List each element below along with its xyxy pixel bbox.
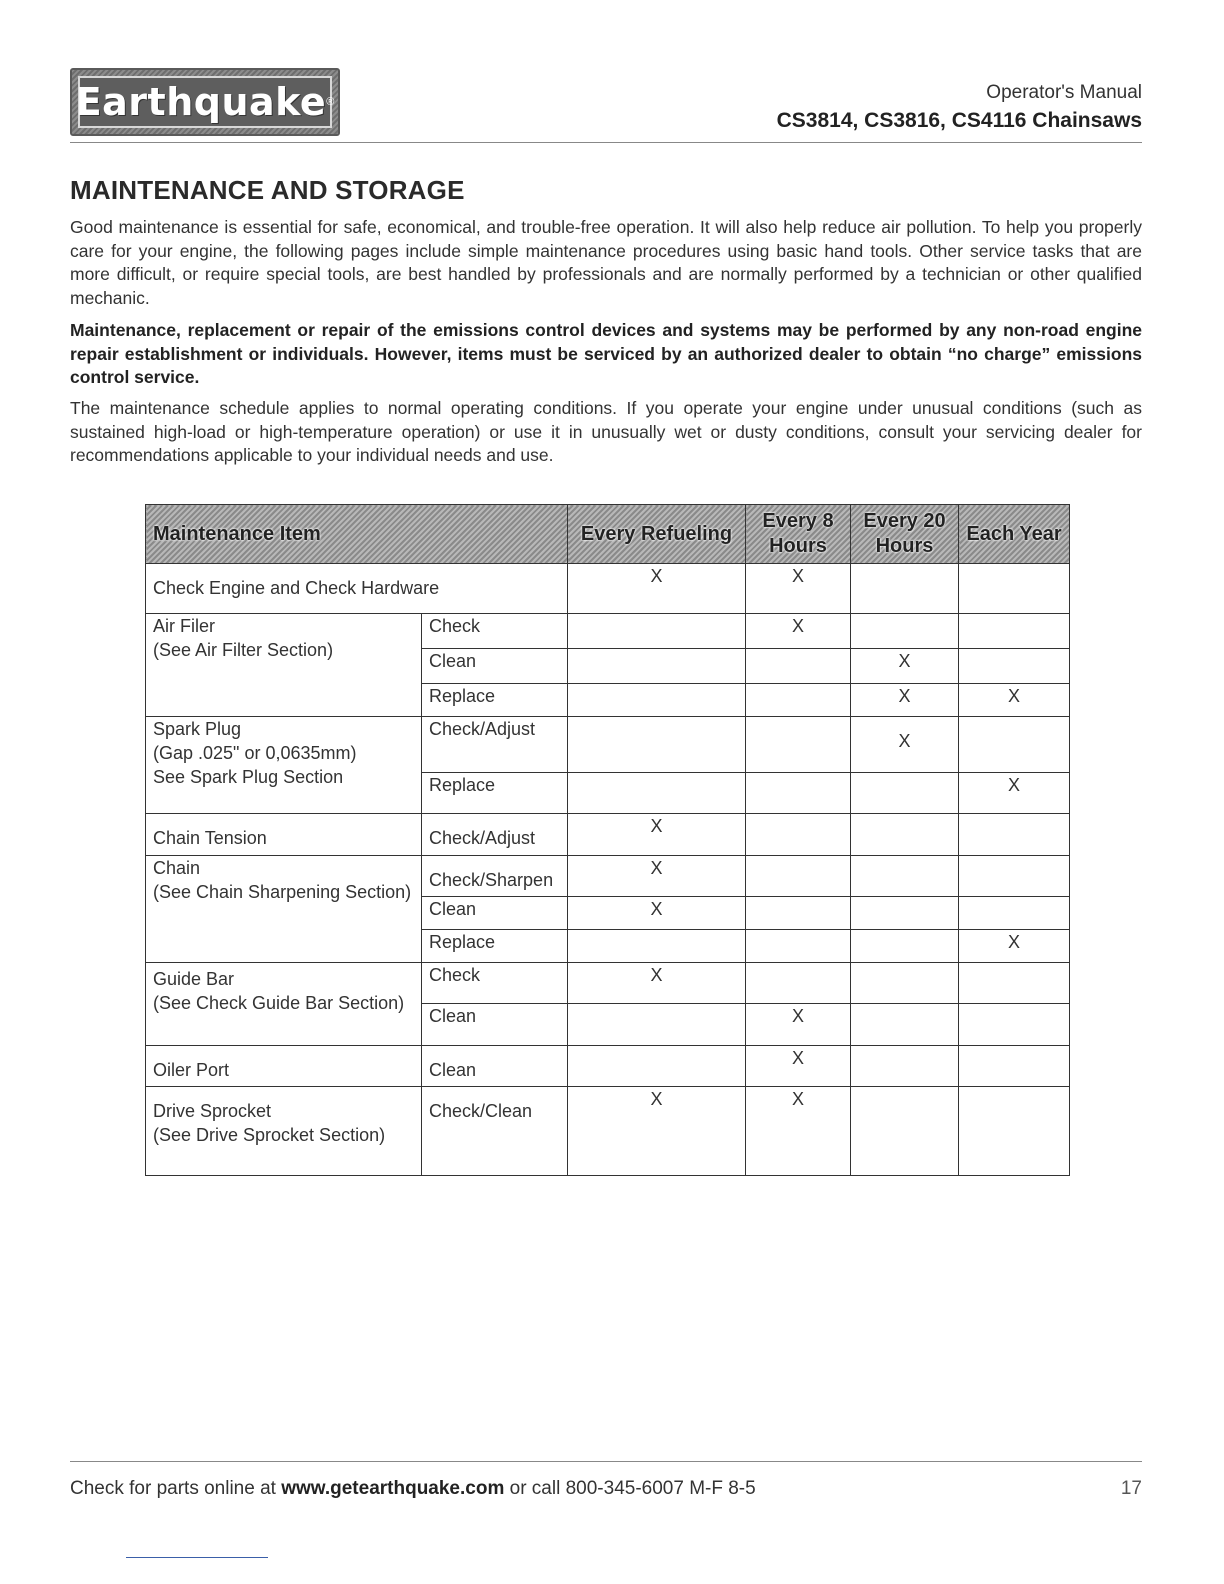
footer-divider: [70, 1461, 1142, 1462]
mark-cell: X: [568, 897, 746, 930]
item-guide-bar-ref: (See Check Guide Bar Section): [153, 993, 405, 1013]
task-bar-check: Check: [422, 963, 568, 1004]
task-sprocket-check-clean: Check/Clean: [422, 1087, 568, 1176]
mark-cell: X: [851, 717, 959, 773]
empty-cell: [746, 963, 851, 1004]
empty-cell: [851, 963, 959, 1004]
header-every-8-hours: [746, 505, 851, 564]
page-number: 17: [1120, 1478, 1142, 1499]
maintenance-schedule-table: [145, 504, 1070, 1176]
item-spark-plug-name: Spark Plug: [153, 719, 242, 739]
empty-cell: [851, 897, 959, 930]
empty-cell: [568, 1004, 746, 1046]
empty-cell: [851, 564, 959, 614]
footer-contact: [70, 1478, 756, 1500]
empty-cell: [959, 1004, 1070, 1046]
parts-website-link[interactable]: www.getearthquake.com: [281, 1478, 505, 1499]
task-air-replace: Replace: [422, 684, 568, 717]
item-air-filter: [146, 614, 422, 717]
mark-cell: X: [746, 614, 851, 649]
table-row: [146, 814, 1070, 856]
item-drive-sprocket-ref: (See Drive Sprocket Section): [153, 1125, 386, 1145]
empty-cell: [959, 963, 1070, 1004]
empty-cell: [851, 930, 959, 963]
empty-cell: [959, 649, 1070, 684]
mark-cell: X: [746, 1087, 851, 1176]
empty-cell: [568, 930, 746, 963]
item-chain-ref: (See Chain Sharpening Section): [153, 882, 412, 902]
decorative-line: [126, 1557, 268, 1558]
task-chain-sharpen: Check/Sharpen: [422, 856, 568, 897]
item-chain: [146, 856, 422, 963]
table-row: [146, 856, 1070, 897]
empty-cell: [568, 684, 746, 717]
empty-cell: [746, 814, 851, 856]
item-air-filter-name: Air Filer: [153, 616, 215, 636]
task-chain-clean: Clean: [422, 897, 568, 930]
task-spark-replace: Replace: [422, 773, 568, 814]
item-oiler-port: Oiler Port: [146, 1046, 422, 1087]
mark-cell: X: [959, 773, 1070, 814]
header-titles: [777, 80, 1142, 136]
emissions-notice: Maintenance, replacement or repair of the emissions control devices and systems may be performed by any non-road engine repair establishment or individuals. However, items must be serviced by an authorized dealer to obtain “no charge” emissions control service.: [70, 320, 1142, 387]
intro-paragraph: Good maintenance is essential for safe, economical, and trouble-free operation. It will also help reduce air pollution. To help you properly care for your engine, the following pages include simple maintenance procedures using basic hand tools. Other service tasks that are more difficult, or require special tools, are best handled by professionals and are normally performed by a technician or other qualified mechanic.: [70, 217, 1142, 308]
mark-cell: X: [851, 649, 959, 684]
empty-cell: [851, 1046, 959, 1087]
table-row: [146, 1087, 1070, 1176]
section-title: MAINTENANCE AND STORAGE: [70, 175, 465, 205]
footer-prefix: Check for parts online at: [70, 1478, 282, 1499]
mark-cell: X: [959, 930, 1070, 963]
registered-mark: ®: [326, 96, 335, 108]
item-spark-plug-ref: See Spark Plug Section: [153, 767, 344, 787]
empty-cell: [746, 930, 851, 963]
item-spark-plug-gap: (Gap .025" or 0,0635mm): [153, 743, 357, 763]
item-guide-bar: [146, 963, 422, 1046]
schedule-note: The maintenance schedule applies to normal operating conditions. If you operate your engine under unusual conditions (such as sustained high-load or high-temperature operation) or use it in unusually wet or dusty conditions, consult your servicing dealer for recommendations applicable to your individual needs and use.: [70, 398, 1142, 465]
task-chain-replace: Replace: [422, 930, 568, 963]
brand-logo-text: Earthquake: [75, 80, 327, 124]
footer-phone: or call 800-345-6007 M-F 8-5: [504, 1478, 756, 1499]
empty-cell: [746, 856, 851, 897]
mark-cell: X: [851, 684, 959, 717]
task-bar-clean: Clean: [422, 1004, 568, 1046]
empty-cell: [568, 649, 746, 684]
task-air-check: Check: [422, 614, 568, 649]
item-drive-sprocket-name: Drive Sprocket: [153, 1101, 272, 1121]
manual-label: Operator's Manual: [986, 82, 1142, 103]
task-spark-check: Check/Adjust: [422, 717, 568, 773]
header-every-8-line2: Hours: [769, 535, 827, 557]
item-guide-bar-name: Guide Bar: [153, 969, 235, 989]
task-tension-check: Check/Adjust: [422, 814, 568, 856]
empty-cell: [959, 614, 1070, 649]
mark-cell: X: [568, 814, 746, 856]
task-oiler-clean: Clean: [422, 1046, 568, 1087]
mark-cell: X: [746, 1004, 851, 1046]
empty-cell: [959, 897, 1070, 930]
mark-cell: X: [568, 963, 746, 1004]
item-air-filter-ref: (See Air Filter Section): [153, 640, 334, 660]
empty-cell: [851, 614, 959, 649]
empty-cell: [851, 773, 959, 814]
mark-cell: X: [746, 1046, 851, 1087]
task-air-clean: Clean: [422, 649, 568, 684]
header-every-refueling: Every Refueling: [568, 505, 746, 564]
empty-cell: [746, 649, 851, 684]
header-divider: [70, 142, 1142, 143]
table-row: [146, 614, 1070, 649]
item-chain-name: Chain: [153, 858, 201, 878]
empty-cell: [959, 564, 1070, 614]
empty-cell: [746, 717, 851, 773]
mark-cell: X: [959, 684, 1070, 717]
table-header-row: [146, 505, 1070, 564]
table-row: [146, 717, 1070, 773]
mark-cell: X: [568, 564, 746, 614]
header-every-8-line1: Every 8: [762, 510, 834, 532]
empty-cell: [851, 1087, 959, 1176]
empty-cell: [851, 1004, 959, 1046]
mark-cell: X: [568, 1087, 746, 1176]
table-row: [146, 564, 1070, 614]
empty-cell: [959, 717, 1070, 773]
empty-cell: [568, 1046, 746, 1087]
header-each-year: Each Year: [959, 505, 1070, 564]
model-title: CS3814, CS3816, CS4116 Chainsaws: [776, 109, 1142, 132]
empty-cell: [568, 773, 746, 814]
empty-cell: [746, 897, 851, 930]
table-row: [146, 963, 1070, 1004]
header-every-20-hours: [851, 505, 959, 564]
empty-cell: [959, 1046, 1070, 1087]
brand-logo: [70, 68, 340, 136]
mark-cell: X: [568, 856, 746, 897]
header-every-20-line2: Hours: [875, 535, 934, 557]
empty-cell: [959, 1087, 1070, 1176]
table-row: [146, 1046, 1070, 1087]
item-drive-sprocket: [146, 1087, 422, 1176]
empty-cell: [851, 856, 959, 897]
empty-cell: [851, 814, 959, 856]
brand-logo-plate: [75, 76, 335, 128]
empty-cell: [959, 856, 1070, 897]
empty-cell: [746, 684, 851, 717]
empty-cell: [746, 773, 851, 814]
mark-cell: X: [746, 564, 851, 614]
item-check-engine: Check Engine and Check Hardware: [146, 564, 568, 614]
empty-cell: [568, 614, 746, 649]
item-chain-tension: Chain Tension: [146, 814, 422, 856]
empty-cell: [568, 717, 746, 773]
header-every-20-line1: Every 20: [863, 510, 946, 532]
item-spark-plug: [146, 717, 422, 814]
empty-cell: [959, 814, 1070, 856]
header-maintenance-item: Maintenance Item: [146, 505, 568, 564]
